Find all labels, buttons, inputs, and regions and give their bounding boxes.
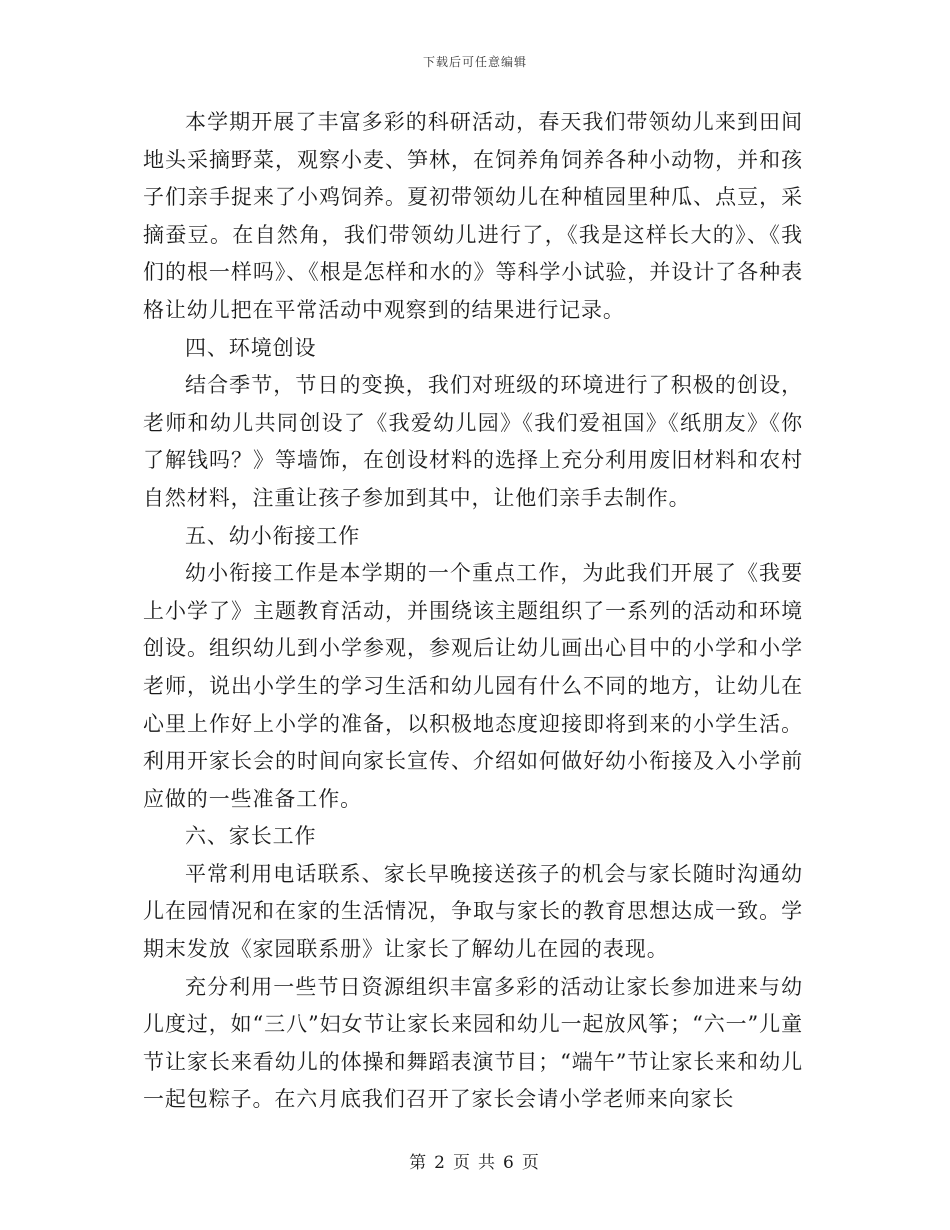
page-header-note: 下载后可任意编辑 [422,55,527,69]
document-body [143,104,803,1119]
paragraph-parents-festivals: 充分利用一些节日资源组织丰富多彩的活动让家长参加进来与幼儿度过，如“三八”妇女节让家长来园和幼儿一起放风筝；“六一”儿童节让家长来看幼儿的体操和舞蹈表演节目；“端午”节让家长来和幼儿一起包粽子。在六月底我们召开了家长会请小学老师来向家长 [143,974,803,1112]
paragraph-transition: 幼小衔接工作是本学期的一个重点工作，为此我们开展了《我要上小学了》主题教育活动，并围绕该主题组织了一系列的活动和环境创设。组织幼儿到小学参观，参观后让幼儿画出心目中的小学和小学老师，说出小学生的学习生活和幼儿园有什么不同的地方，让幼儿在心里上作好上小学的准备，以积极地态度迎接即将到来的小学生活。利用开家长会的时间向家长宣传、介绍如何做好幼小衔接及入小学前应做的一些准备工作。 [143,561,803,811]
footer-total-word: 共 [478,1153,497,1173]
footer-page-word: 页 [453,1153,472,1173]
section-heading-transition: 五、幼小衔接工作 [185,523,361,548]
paragraph-parents-communication: 平常利用电话联系、家长早晚接送孩子的机会与家长随时沟通幼儿在园情况和在家的生活情况，争取与家长的教育思想达成一致。学期末发放《家园联系册》让家长了解幼儿在园的表现。 [143,861,803,962]
footer-suffix: 页 [521,1153,541,1173]
paragraph-environment: 结合季节，节日的变换，我们对班级的环境进行了积极的创设，老师和幼儿共同创设了《我爱幼儿园》《我们爱祖国》《纸朋友》《你了解钱吗？》等墙饰，在创设材料的选择上充分利用废旧材料和农村自然材料，注重让孩子参加到其中，让他们亲手去制作。 [143,373,803,510]
paragraph-science-activities: 本学期开展了丰富多彩的科研活动，春天我们带领幼儿来到田间地头采摘野菜，观察小麦、笋林，在饲养角饲养各种小动物，并和孩子们亲手捉来了小鸡饲养。夏初带领幼儿在种植园里种瓜、点豆，采摘蚕豆。在自然角，我们带领幼儿进行了，《我是这样长大的》、《我们的根一样吗》、《根是怎样和水的》等科学小试验，并设计了各种表格让幼儿把在平常活动中观察到的结果进行记录。 [143,110,803,322]
section-heading-parents: 六、家长工作 [185,824,317,849]
page-number-footer [0,1148,950,1173]
footer-prefix: 第 [409,1153,429,1173]
footer-total-pages: 6 [503,1153,516,1173]
section-heading-environment: 四、环境创设 [185,335,317,360]
footer-current-page: 2 [434,1153,447,1173]
